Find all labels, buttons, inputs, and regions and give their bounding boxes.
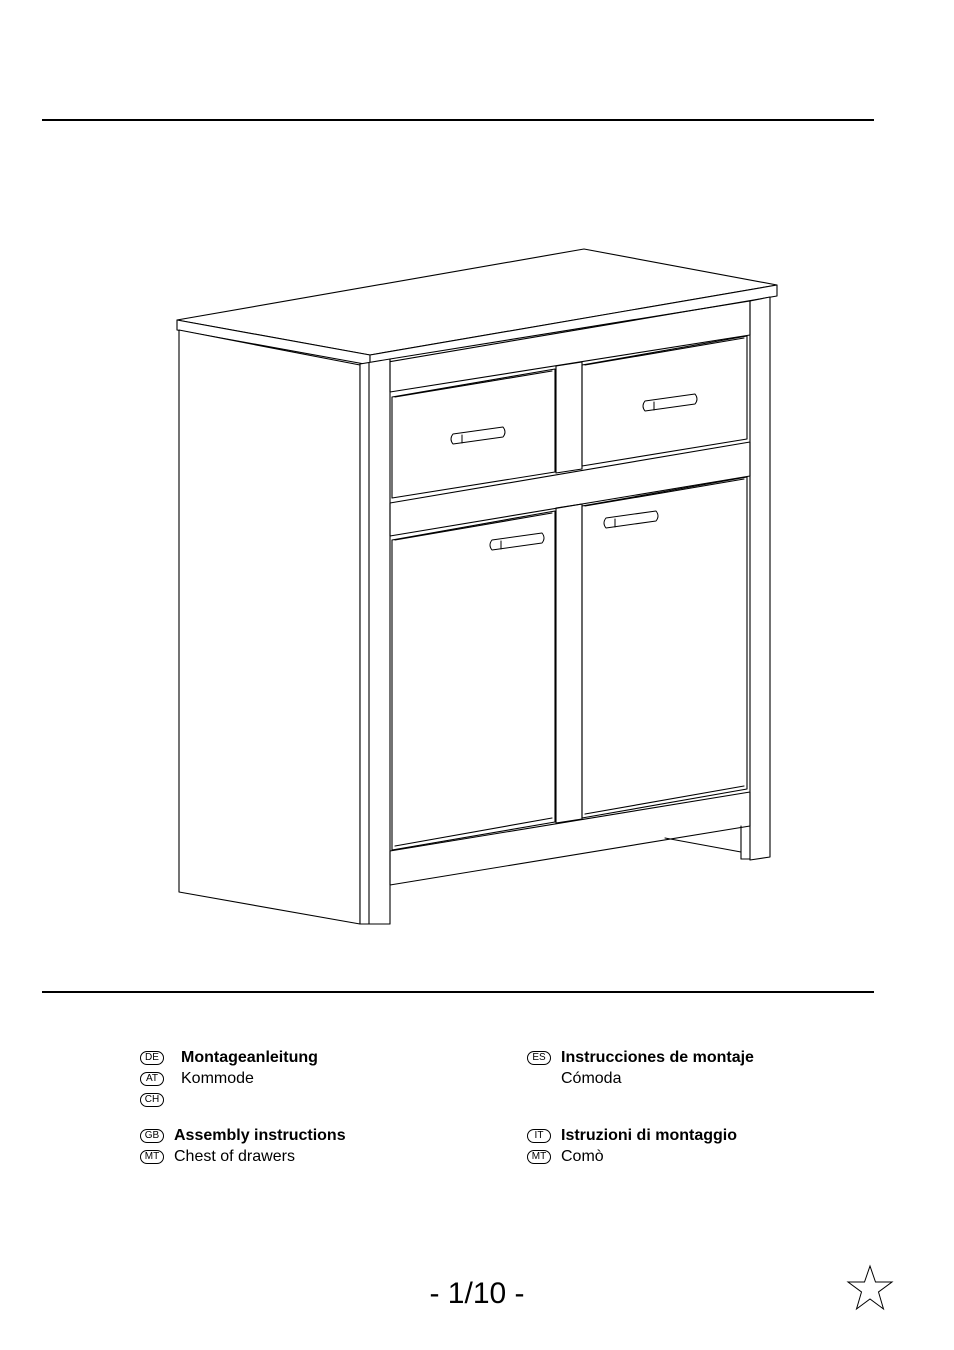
country-badge-es: ES: [527, 1051, 551, 1065]
spanish-subtitle: Cómoda: [561, 1070, 622, 1087]
german-title: Montageanleitung: [181, 1049, 318, 1066]
german-title-block: [140, 1047, 318, 1110]
chest-of-drawers-illustration: [170, 245, 785, 935]
english-subtitle: Chest of drawers: [174, 1148, 295, 1165]
english-title-block: [140, 1125, 346, 1167]
country-badge-ch: CH: [140, 1093, 164, 1107]
star-outline-icon: [845, 1263, 895, 1313]
lang-row-mt: [140, 1146, 346, 1167]
italian-title: Istruzioni di montaggio: [561, 1127, 737, 1144]
page-number: - 1/10 -: [429, 1277, 525, 1310]
country-badge-it: IT: [527, 1129, 551, 1143]
italian-title-block: [527, 1125, 737, 1167]
country-badge-at: AT: [140, 1072, 164, 1086]
country-badge-mt-it: MT: [527, 1150, 551, 1164]
german-subtitle: Kommode: [181, 1070, 254, 1087]
lang-row-it: [527, 1125, 737, 1146]
english-title: Assembly instructions: [174, 1127, 346, 1144]
lang-row-es-sub: [527, 1068, 754, 1089]
italian-subtitle: Comò: [561, 1148, 604, 1165]
lang-row-mt-it: [527, 1146, 737, 1167]
country-badge-gb: GB: [140, 1129, 164, 1143]
top-rule: [42, 119, 874, 121]
lang-row-at: [140, 1068, 318, 1089]
spanish-title: Instrucciones de montaje: [561, 1049, 754, 1066]
bottom-rule: [42, 991, 874, 993]
spanish-title-block: [527, 1047, 754, 1089]
country-badge-de: DE: [140, 1051, 164, 1065]
country-badge-mt: MT: [140, 1150, 164, 1164]
lang-row-es: [527, 1047, 754, 1068]
lang-row-ch: [140, 1089, 318, 1110]
lang-row-gb: [140, 1125, 346, 1146]
lang-row-de: [140, 1047, 318, 1068]
